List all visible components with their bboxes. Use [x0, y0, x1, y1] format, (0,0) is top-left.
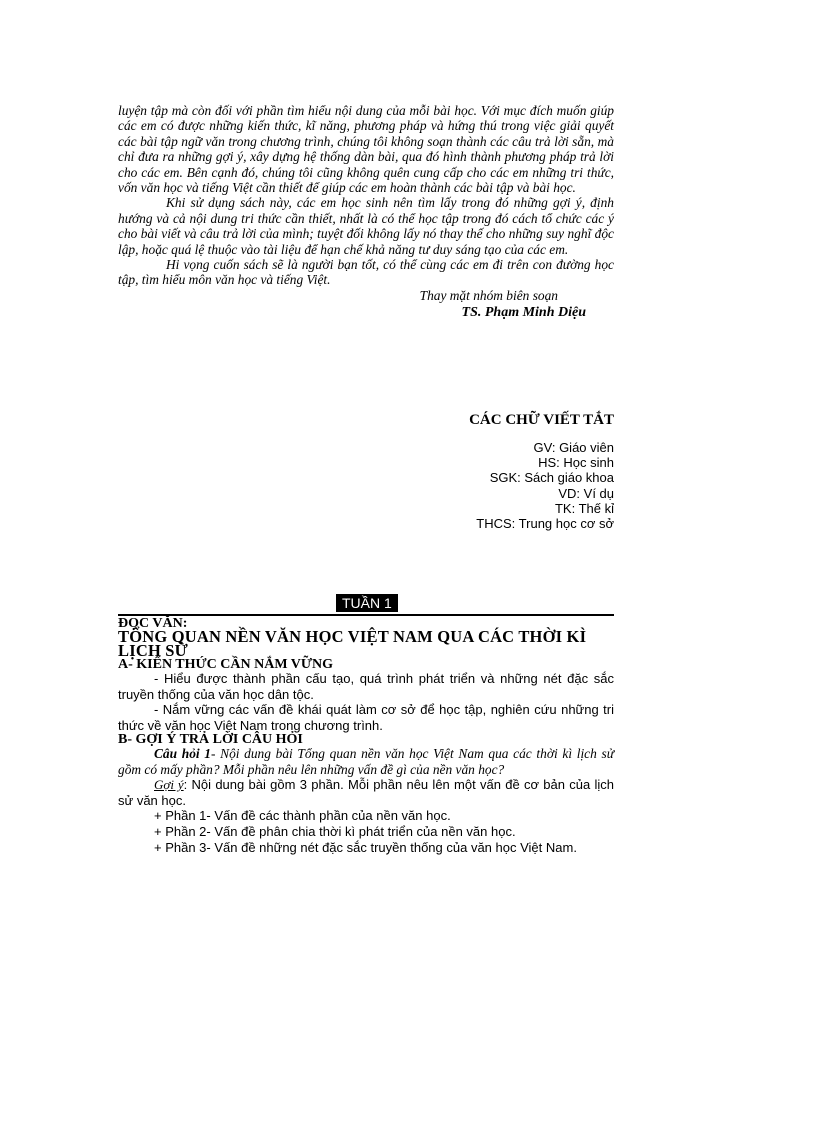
preface-paragraph: Khi sử dụng sách này, các em học sinh nên tìm lấy trong đó những gợi ý, định hướng và cả nội dung tri thức cần thiết, nhất là có thể học tập trong đó cách tổ chức các ý cho bài viết và câu trả lời của mình; tuyệt đối không lấy nó thay thế cho những suy nghĩ độc lập, hoặc quá lệ thuộc vào tài liệu để hạn chế khả năng tư duy sáng tạo của các em. [118, 195, 614, 257]
abbreviations-title: CÁC CHỮ VIẾT TẮT [469, 412, 614, 428]
part-b-heading: B- GỢI Ý TRẢ LỜI CÂU HỎI [118, 732, 303, 748]
preface-paragraph: luyện tập mà còn đối với phần tìm hiểu nội dung của mỗi bài học. Với mục đích muốn giúp các em có được những kiến thức, kĩ năng, phương pháp và hứng thú trong việc giải quyết các bài tập ngữ văn trong chương trình, chúng tôi không soạn thành các câu trả lời sẵn, mà chỉ đưa ra những gợi ý, xây dựng hệ thống dàn bài, qua đó hình thành phương pháp trả lời cho các em. Bên cạnh đó, chúng tôi cũng không quên cung cấp cho các em những tri thức, vốn văn học và tiếng Việt cần thiết để giúp các em hoàn thành các bài tập và bài học. [118, 103, 614, 196]
lesson-section [118, 617, 614, 855]
objective-item: - Hiểu được thành phần cấu tạo, quá trình phát triển và những nét đặc sắc truyền thống của văn học dân tộc. [118, 671, 614, 702]
part-item: + Phần 1- Vấn đề các thành phần của nền văn học. [154, 808, 451, 824]
preface-paragraph: Hi vọng cuốn sách sẽ là người bạn tốt, có thể cùng các em đi trên con đường học tập, tìm hiểu môn văn học và tiếng Việt. [118, 257, 614, 288]
abbreviation-item: SGK: Sách giáo khoa [489, 470, 614, 486]
abbreviation-item: GV: Giáo viên [533, 440, 614, 455]
abbreviation-item: HS: Học sinh [538, 455, 614, 471]
week-label: TUẦN 1 [336, 594, 398, 612]
question-label: Câu hỏi 1 [154, 746, 211, 762]
preface-section [118, 103, 614, 321]
part-item: + Phần 3- Vấn đề những nét đặc sắc truyền thống của văn học Việt Nam. [154, 839, 577, 855]
abbreviations-list [400, 440, 614, 531]
part-item: + Phần 2- Vấn đề phân chia thời kì phát triển của nền văn học. [154, 823, 516, 839]
signature-line: Thay mặt nhóm biên soạn [419, 287, 558, 303]
lesson-title: TỔNG QUAN NỀN VĂN HỌC VIỆT NAM QUA CÁC THỜI KÌ LỊCH SỬ [118, 627, 587, 660]
abbreviation-item: TK: Thế kỉ [554, 500, 614, 516]
question [118, 746, 614, 777]
question-text: - Nội dung bài Tổng quan nền văn học Việt Nam qua các thời kì lịch sử gồm có mấy phần? Mỗi phần nêu lên những vấn đề gì của nền văn học? [118, 746, 614, 777]
abbreviation-item: VD: Ví dụ [558, 485, 614, 501]
objective-item: - Nắm vững các vấn đề khái quát làm cơ sở để học tập, nghiên cứu những tri thức về văn học Việt Nam trong chương trình. [118, 702, 614, 733]
hint [118, 777, 614, 808]
abbreviation-item: THCS: Trung học cơ sở [476, 516, 614, 532]
signature-name: TS. Phạm Minh Diệu [461, 305, 586, 321]
part-a-heading: A- KIẾN THỨC CẦN NẮM VỮNG [118, 657, 334, 672]
section-heading: ĐỌC VĂN: [118, 616, 188, 631]
hint-text: : Nội dung bài gồm 3 phần. Mỗi phần nêu lên một vấn đề cơ bản của lịch sử văn học. [118, 777, 615, 808]
horizontal-divider [118, 614, 614, 616]
hint-label: Gợi ý [154, 777, 184, 793]
